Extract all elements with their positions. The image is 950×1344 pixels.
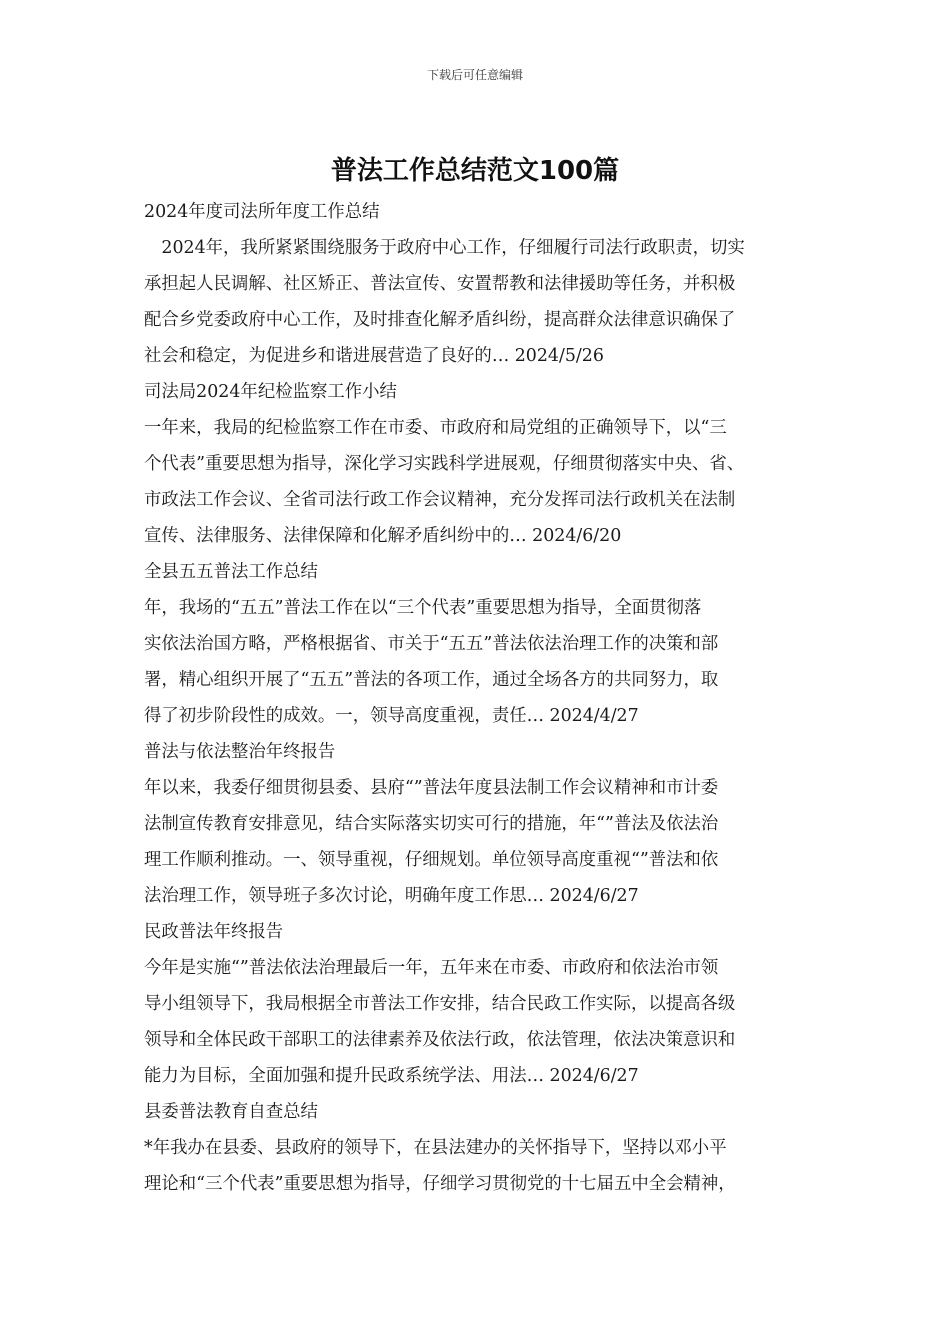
text-line: 2024年，我所紧紧围绕服务于政府中心工作，仔细履行司法行政职责，切实 xyxy=(144,238,745,258)
page-header-note: 下载后可任意编辑 xyxy=(426,68,523,82)
text-line: 署，精心组织开展了“五五”普法的各项工作，通过全场各方的共同努力，取 xyxy=(144,670,719,690)
text-line: 能力为目标，全面加强和提升民政系统学法、用法… 2024/6/27 xyxy=(144,1066,639,1086)
document-title: 普法工作总结范文100篇 xyxy=(330,156,620,186)
text-line: 2024年度司法所年度工作总结 xyxy=(144,202,380,222)
text-line: 理论和“三个代表”重要思想为指导，仔细学习贯彻党的十七届五中全会精神， xyxy=(144,1174,736,1194)
text-line: 一年来，我局的纪检监察工作在市委、市政府和局党组的正确领导下，以“三 xyxy=(144,418,727,438)
text-line: 配合乡党委政府中心工作，及时排查化解矛盾纠纷，提高群众法律意识确保了 xyxy=(144,310,736,330)
text-line: 理工作顺利推动。一、领导重视，仔细规划。单位领导高度重视“”普法和依 xyxy=(144,850,719,870)
text-line: 民政普法年终报告 xyxy=(144,922,284,942)
text-line: 全县五五普法工作总结 xyxy=(144,562,318,582)
text-line: 承担起人民调解、社区矫正、普法宣传、安置帮教和法律援助等任务，并积极 xyxy=(144,274,736,294)
text-line: 领导和全体民政干部职工的法律素养及依法行政，依法管理，依法决策意识和 xyxy=(144,1030,736,1050)
text-line: 普法与依法整治年终报告 xyxy=(144,742,336,762)
text-line: 今年是实施“”普法依法治理最后一年，五年来在市委、市政府和依法治市领 xyxy=(144,958,719,978)
text-line: 法制宣传教育安排意见，结合实际落实切实可行的措施，年“”普法及依法治 xyxy=(144,814,719,834)
text-line: 社会和稳定，为促进乡和谐进展营造了良好的… 2024/5/26 xyxy=(144,346,604,366)
text-line: 个代表”重要思想为指导，深化学习实践科学进展观，仔细贯彻落实中央、省、 xyxy=(144,454,745,474)
text-line: 年，我场的“五五”普法工作在以“三个代表”重要思想为指导，全面贯彻落 xyxy=(144,598,702,618)
text-line: 导小组领导下，我局根据全市普法工作安排，结合民政工作实际，以提高各级 xyxy=(144,994,736,1014)
text-line: 市政法工作会议、全省司法行政工作会议精神，充分发挥司法行政机关在法制 xyxy=(144,490,736,510)
document-body xyxy=(144,194,834,1202)
text-line: 县委普法教育自查总结 xyxy=(144,1102,318,1122)
text-line: *年我办在县委、县政府的领导下，在县法建办的关怀指导下，坚持以邓小平 xyxy=(144,1138,727,1158)
text-line: 宣传、法律服务、法律保障和化解矛盾纠纷中的… 2024/6/20 xyxy=(144,526,622,546)
text-line: 年以来，我委仔细贯彻县委、县府“”普法年度县法制工作会议精神和市计委 xyxy=(144,778,719,798)
text-line: 法治理工作，领导班子多次讨论，明确年度工作思… 2024/6/27 xyxy=(144,886,639,906)
text-line: 司法局2024年纪检监察工作小结 xyxy=(144,382,397,402)
text-line: 得了初步阶段性的成效。一，领导高度重视，责任… 2024/4/27 xyxy=(144,706,639,726)
text-line: 实依法治国方略，严格根据省、市关于“五五”普法依法治理工作的决策和部 xyxy=(144,634,719,654)
